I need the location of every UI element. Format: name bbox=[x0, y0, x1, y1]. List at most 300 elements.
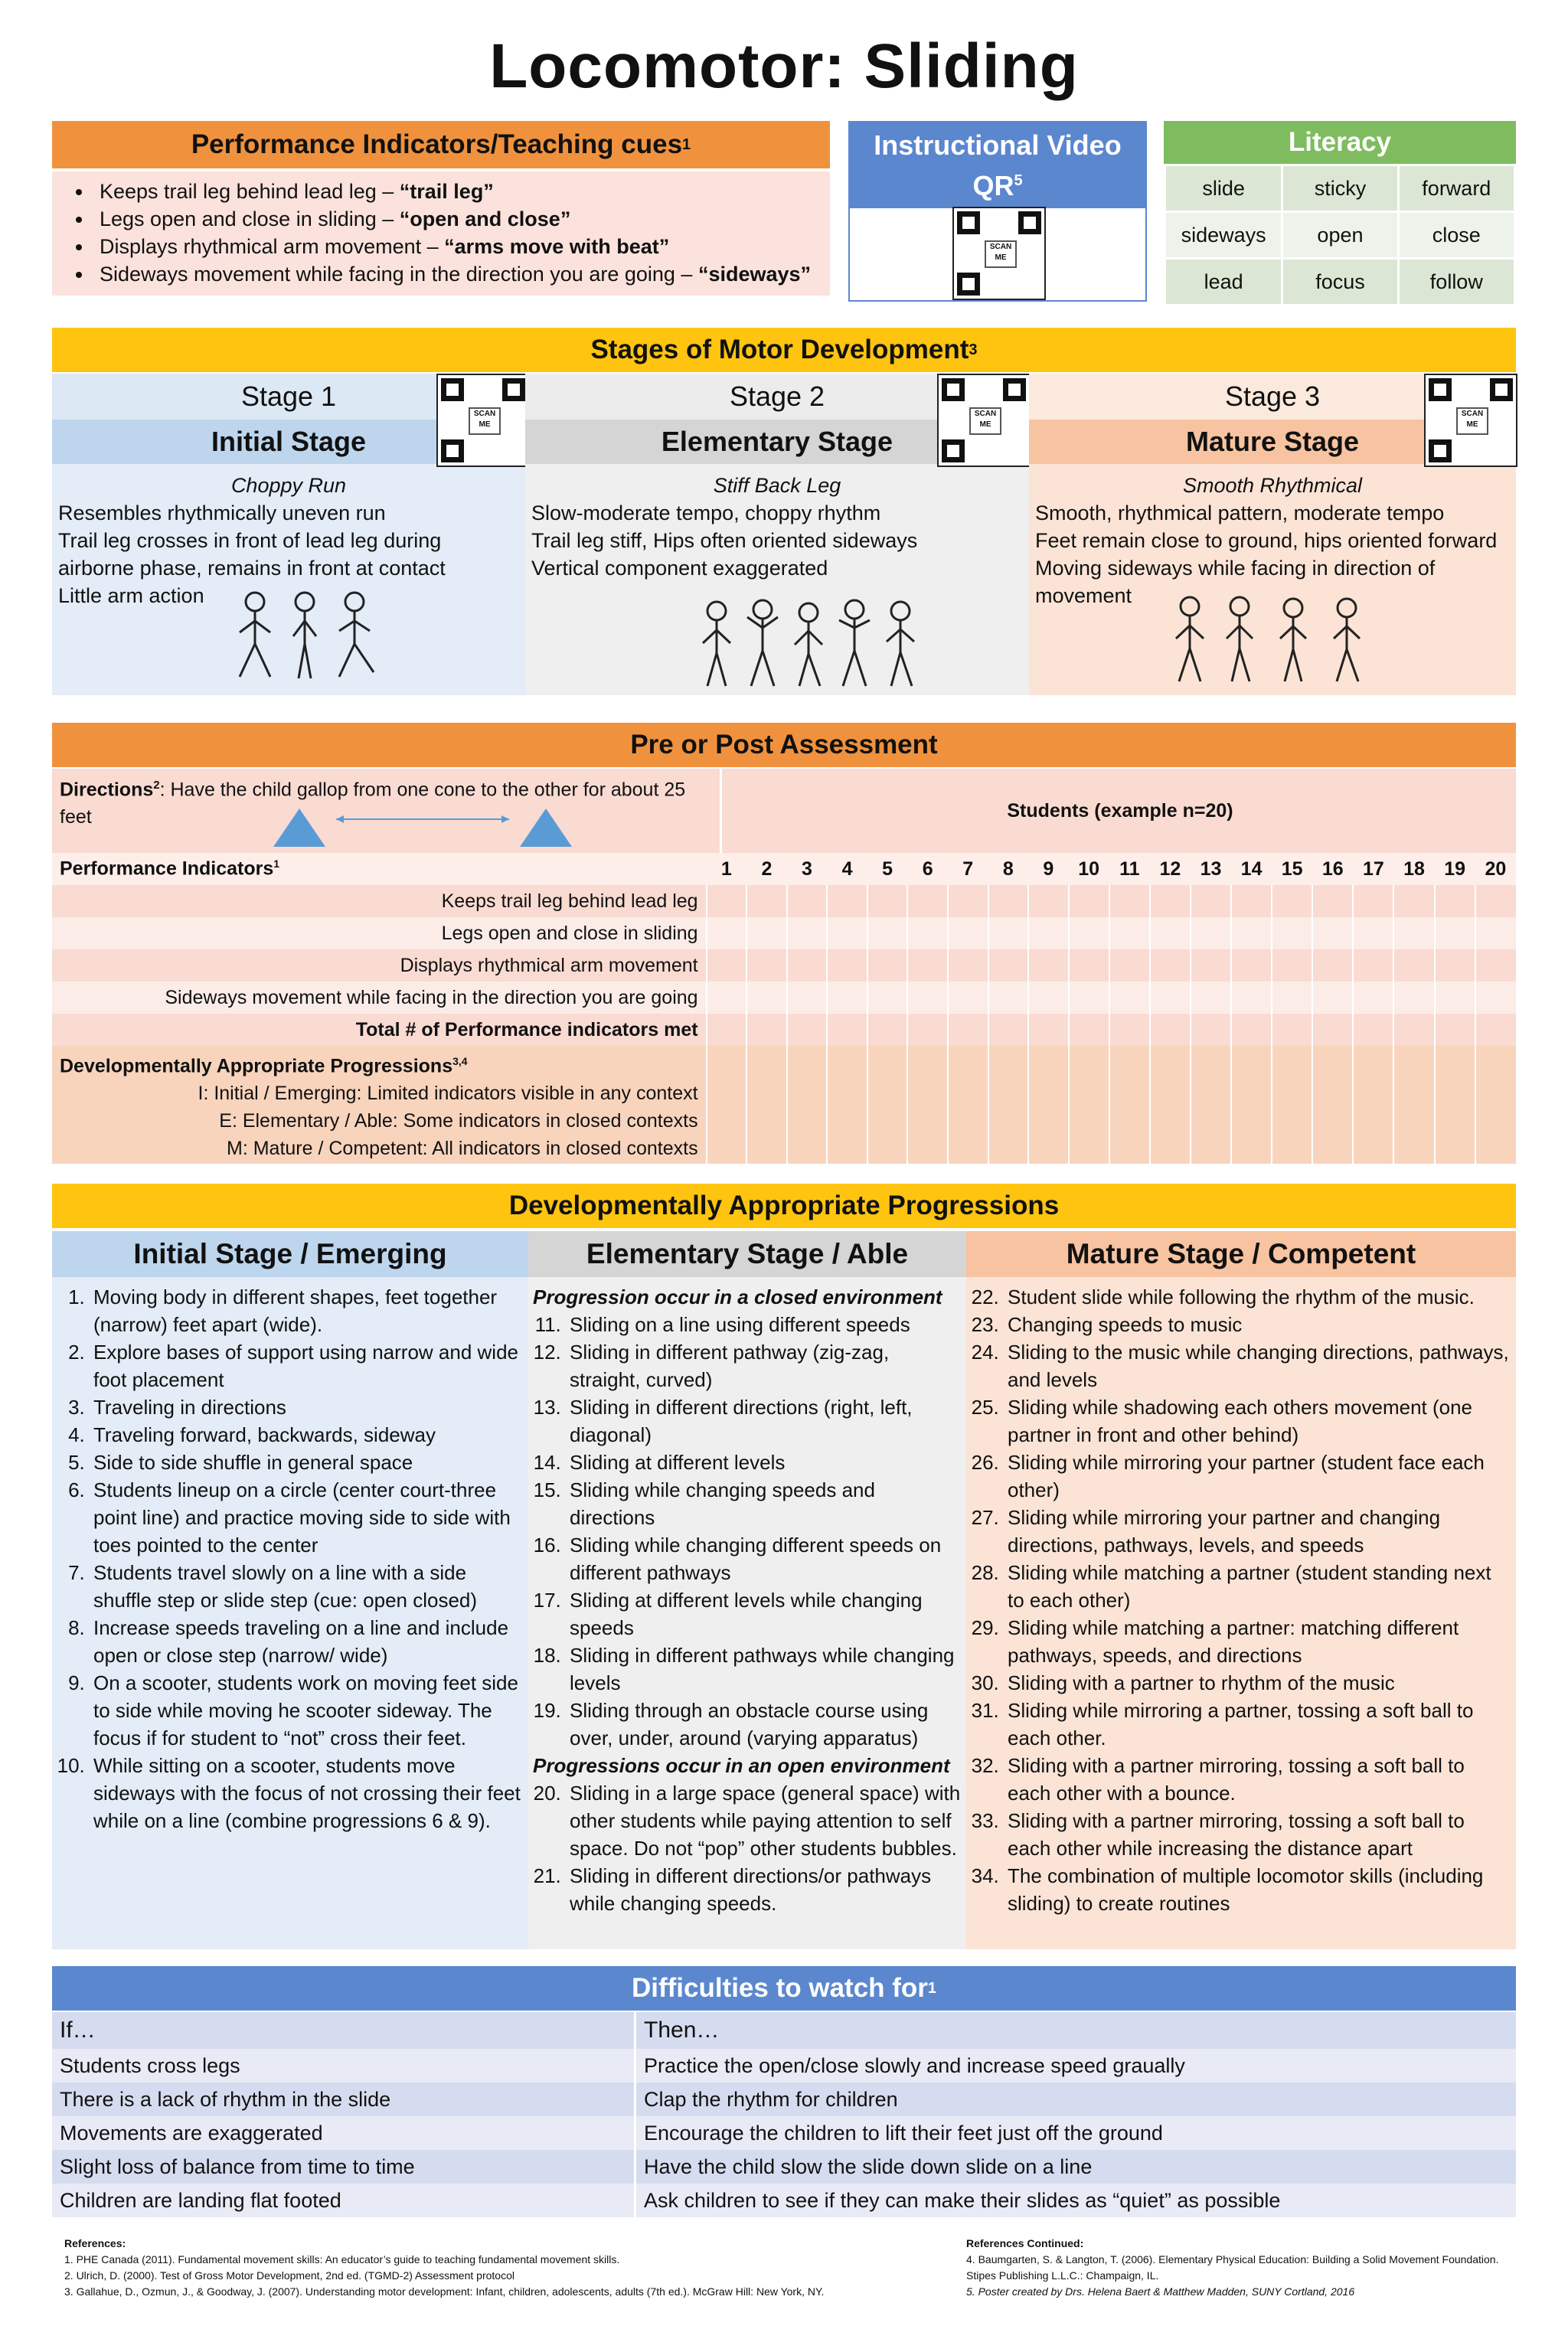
assessment-checkbox-cell[interactable] bbox=[1191, 917, 1231, 949]
assessment-checkbox-cell[interactable] bbox=[1353, 949, 1393, 982]
difficulty-row bbox=[52, 2116, 1516, 2150]
assessment-dap-cell[interactable] bbox=[1475, 1046, 1516, 1164]
assessment-checkbox-cell[interactable] bbox=[948, 917, 988, 949]
difficulty-row bbox=[52, 2082, 1516, 2116]
assessment-dap-cell[interactable] bbox=[1069, 1046, 1109, 1164]
assessment-checkbox-cell[interactable] bbox=[1312, 917, 1353, 949]
difficulty-if: Children are landing flat footed bbox=[52, 2184, 635, 2217]
progressions-initial-list bbox=[52, 1277, 528, 1841]
difficulty-row bbox=[52, 2150, 1516, 2184]
assessment-total-cell[interactable] bbox=[1272, 1014, 1312, 1046]
literacy-word: sideways bbox=[1165, 212, 1282, 259]
literacy-row bbox=[1165, 212, 1515, 259]
progression-list bbox=[57, 1283, 524, 1834]
assessment-checkbox-cell[interactable] bbox=[988, 885, 1029, 917]
literacy-heading-text: Literacy bbox=[1288, 127, 1392, 157]
assessment-checkbox-cell[interactable] bbox=[1150, 917, 1191, 949]
stage-2-figures-illustration bbox=[694, 596, 923, 695]
assessment-checkbox-cell[interactable] bbox=[707, 885, 747, 917]
assessment-checkbox-cell[interactable] bbox=[867, 949, 908, 982]
assessment-checkbox-cell[interactable] bbox=[867, 917, 908, 949]
student-number: 6 bbox=[907, 853, 948, 885]
assessment-dap-cell[interactable] bbox=[1028, 1046, 1069, 1164]
assessment-dap-label bbox=[52, 1046, 707, 1164]
pi-label-text: Performance Indicators bbox=[60, 858, 274, 880]
assessment-total-cell[interactable] bbox=[1312, 1014, 1353, 1046]
literacy-table bbox=[1164, 164, 1516, 306]
stage-3-name: Mature Stage bbox=[1029, 420, 1516, 464]
qr-scan-label: SCAN ME bbox=[985, 240, 1017, 268]
reference-2: 2. Ulrich, D. (2000). Test of Gross Motor Development, 2nd ed. (TGMD-2) Assessment protocol bbox=[64, 2269, 514, 2282]
stage-1-line-1: Resembles rhythmically uneven run bbox=[58, 501, 386, 524]
assessment-checkbox-cell[interactable] bbox=[1272, 885, 1312, 917]
student-number: 2 bbox=[746, 853, 787, 885]
assessment-total-cell[interactable] bbox=[1069, 1014, 1109, 1046]
progression-group-label: Progressions occur in an open environment bbox=[533, 1754, 950, 1777]
progression-item: 25. Sliding while shadowing each others movement (one partner in front and other behind) bbox=[1004, 1393, 1511, 1449]
progression-item: 34. The combination of multiple locomotor skills (including sliding) to create routines bbox=[1004, 1862, 1511, 1917]
pi-label-sup: 1 bbox=[273, 858, 280, 871]
progression-item: 11. Sliding on a line using different speeds bbox=[567, 1311, 962, 1338]
assessment-total-cell[interactable] bbox=[907, 1014, 948, 1046]
assessment-checkbox-cell[interactable] bbox=[787, 949, 828, 982]
progression-item: 3. Traveling in directions bbox=[90, 1393, 524, 1421]
stage-3-sub: Smooth Rhythmical bbox=[1182, 474, 1363, 497]
assessment-dap-cell[interactable] bbox=[1393, 1046, 1434, 1164]
assessment-dap-cell[interactable] bbox=[827, 1046, 867, 1164]
performance-item-text: Legs open and close in sliding – bbox=[100, 207, 400, 230]
progressions-initial-column bbox=[52, 1231, 528, 1949]
assessment-checkbox-cell[interactable] bbox=[1028, 885, 1069, 917]
assessment-heading-text: Pre or Post Assessment bbox=[630, 730, 938, 760]
assessment-checkbox-cell[interactable] bbox=[1393, 917, 1434, 949]
assessment-row bbox=[52, 982, 1516, 1014]
assessment-checkbox-cell[interactable] bbox=[867, 982, 908, 1014]
assessment-dap-cell[interactable] bbox=[746, 1046, 787, 1164]
stages-heading-text: Stages of Motor Development bbox=[590, 335, 969, 364]
assessment-checkbox-cell[interactable] bbox=[907, 949, 948, 982]
assessment-total-label: Total # of Performance indicators met bbox=[52, 1014, 707, 1046]
student-number: 11 bbox=[1109, 853, 1150, 885]
assessment-indicator: Sideways movement while facing in the direction you are going bbox=[52, 982, 707, 1014]
literacy-row bbox=[1165, 259, 1515, 305]
assessment-checkbox-cell[interactable] bbox=[787, 885, 828, 917]
assessment-indicator: Keeps trail leg behind lead leg bbox=[52, 885, 707, 917]
progression-item: 2. Explore bases of support using narrow and wide foot placement bbox=[90, 1338, 524, 1393]
assessment-checkbox-cell[interactable] bbox=[1475, 885, 1516, 917]
assessment-checkbox-cell[interactable] bbox=[1231, 982, 1272, 1014]
progression-item: 17. Sliding at different levels while changing speeds bbox=[567, 1586, 962, 1642]
assessment-total-cell[interactable] bbox=[827, 1014, 867, 1046]
literacy-word: close bbox=[1398, 212, 1514, 259]
dap-line: I: Initial / Emerging: Limited indicators visible in any context bbox=[198, 1083, 698, 1105]
stage-3-line-2: Feet remain close to ground, hips oriented forward bbox=[1035, 529, 1498, 552]
assessment-checkbox-cell[interactable] bbox=[1028, 917, 1069, 949]
reference-4: 4. Baumgarten, S. & Langton, T. (2006). Elementary Physical Education: Building a Solid Movement Foundation. Stipes Publishing L.L.C.: Champaign, IL. bbox=[966, 2253, 1499, 2282]
stage-2-name: Elementary Stage bbox=[525, 420, 1029, 464]
performance-item-cue: “trail leg” bbox=[399, 180, 494, 203]
difficulty-if: Slight loss of balance from time to time bbox=[52, 2150, 635, 2184]
stage-3-qr-label: SCAN ME bbox=[1456, 407, 1488, 435]
assessment-total-cell[interactable] bbox=[1231, 1014, 1272, 1046]
assessment-checkbox-cell[interactable] bbox=[1150, 949, 1191, 982]
progressions-initial-heading: Initial Stage / Emerging bbox=[52, 1231, 528, 1277]
stages-heading bbox=[52, 328, 1516, 372]
performance-item bbox=[93, 178, 822, 205]
stage-1-number: Stage 1 bbox=[52, 374, 525, 420]
then-label: Then… bbox=[635, 2012, 1517, 2049]
stage-2-line-2: Trail leg stiff, Hips often oriented sideways bbox=[531, 529, 918, 552]
references-left bbox=[64, 2236, 945, 2300]
performance-bullets bbox=[60, 178, 822, 288]
stage-1-qr-code[interactable] bbox=[436, 374, 530, 467]
progression-item: 29. Sliding while matching a partner: matching different pathways, speeds, and directions bbox=[1004, 1614, 1511, 1669]
stage-3-line-3: Moving sideways while facing in direction of movement bbox=[1035, 557, 1436, 607]
performance-item bbox=[93, 233, 822, 260]
assessment-dap-cell[interactable] bbox=[867, 1046, 908, 1164]
progressions-heading bbox=[52, 1184, 1516, 1228]
assessment-dap-cell[interactable] bbox=[707, 1046, 747, 1164]
progression-item: 14. Sliding at different levels bbox=[567, 1449, 962, 1476]
assessment-total-cell[interactable] bbox=[867, 1014, 908, 1046]
progression-item: 20. Sliding in a large space (general space) with other students while paying attention to self space. Do not “pop” other students bubbles. bbox=[567, 1779, 962, 1862]
assessment-checkbox-cell[interactable] bbox=[827, 885, 867, 917]
progression-item: 6. Students lineup on a circle (center court-three point line) and practice moving side to side with toes pointed to the center bbox=[90, 1476, 524, 1559]
dap-line: M: Mature / Competent: All indicators in closed contexts bbox=[227, 1138, 698, 1160]
student-number: 13 bbox=[1191, 853, 1231, 885]
assessment-checkbox-cell[interactable] bbox=[1069, 885, 1109, 917]
assessment-checkbox-cell[interactable] bbox=[988, 982, 1029, 1014]
assessment-total-cell[interactable] bbox=[1191, 1014, 1231, 1046]
assessment-checkbox-cell[interactable] bbox=[1312, 982, 1353, 1014]
stage-2-qr-code[interactable] bbox=[937, 374, 1031, 467]
stage-3-qr-code[interactable] bbox=[1424, 374, 1517, 467]
assessment-checkbox-cell[interactable] bbox=[1069, 917, 1109, 949]
assessment-checkbox-cell[interactable] bbox=[1231, 949, 1272, 982]
progressions-elementary-heading: Elementary Stage / Able bbox=[528, 1231, 966, 1277]
assessment-total-cell[interactable] bbox=[988, 1014, 1029, 1046]
assessment-dap-cell[interactable] bbox=[907, 1046, 948, 1164]
progression-item: 26. Sliding while mirroring your partner (student face each other) bbox=[1004, 1449, 1511, 1504]
performance-item-text: Keeps trail leg behind lead leg – bbox=[100, 180, 400, 203]
student-number: 18 bbox=[1393, 853, 1434, 885]
references-left-heading: References: bbox=[64, 2237, 126, 2249]
assessment-checkbox-cell[interactable] bbox=[1231, 917, 1272, 949]
assessment-checkbox-cell[interactable] bbox=[907, 917, 948, 949]
stage-1-sub: Choppy Run bbox=[230, 474, 347, 497]
assessment-dap-cell[interactable] bbox=[988, 1046, 1029, 1164]
assessment-dap-cell[interactable] bbox=[787, 1046, 828, 1164]
assessment-checkbox-cell[interactable] bbox=[827, 982, 867, 1014]
progression-item: 12. Sliding in different pathway (zig-zag, straight, curved) bbox=[567, 1338, 962, 1393]
directions-sup: 2 bbox=[153, 779, 160, 792]
stage-3-column bbox=[1029, 374, 1516, 695]
assessment-checkbox-cell[interactable] bbox=[1435, 949, 1475, 982]
assessment-total-cell[interactable] bbox=[1109, 1014, 1150, 1046]
assessment-dap-cell[interactable] bbox=[1191, 1046, 1231, 1164]
performance-list bbox=[52, 172, 830, 296]
assessment-checkbox-cell[interactable] bbox=[746, 917, 787, 949]
assessment-checkbox-cell[interactable] bbox=[1272, 949, 1312, 982]
difficulty-row bbox=[52, 2184, 1516, 2217]
assessment-checkbox-cell[interactable] bbox=[988, 917, 1029, 949]
assessment-checkbox-cell[interactable] bbox=[1312, 949, 1353, 982]
student-number: 20 bbox=[1475, 853, 1516, 885]
assessment-total-cell[interactable] bbox=[746, 1014, 787, 1046]
assessment-checkbox-cell[interactable] bbox=[1231, 885, 1272, 917]
assessment-total-cell[interactable] bbox=[1028, 1014, 1069, 1046]
assessment-checkbox-cell[interactable] bbox=[827, 917, 867, 949]
assessment-checkbox-cell[interactable] bbox=[707, 949, 747, 982]
reference-5: 5. Poster created by Drs. Helena Baert & Matthew Madden, SUNY Cortland, 2016 bbox=[966, 2285, 1355, 2298]
literacy-row bbox=[1165, 165, 1515, 212]
assessment-checkbox-cell[interactable] bbox=[1109, 885, 1150, 917]
assessment-row bbox=[52, 917, 1516, 949]
assessment-checkbox-cell[interactable] bbox=[746, 949, 787, 982]
student-number: 7 bbox=[948, 853, 988, 885]
student-number: 3 bbox=[787, 853, 828, 885]
difficulties-table bbox=[52, 2012, 1516, 2217]
assessment-total-cell[interactable] bbox=[948, 1014, 988, 1046]
student-number: 17 bbox=[1353, 853, 1393, 885]
assessment-heading bbox=[52, 723, 1516, 767]
assessment-total-cell[interactable] bbox=[1150, 1014, 1191, 1046]
assessment-checkbox-cell[interactable] bbox=[948, 949, 988, 982]
dap-heading-text: Developmentally Appropriate Progressions bbox=[60, 1055, 453, 1077]
assessment-dap-cell[interactable] bbox=[948, 1046, 988, 1164]
assessment-checkbox-cell[interactable] bbox=[707, 917, 747, 949]
literacy-word: lead bbox=[1165, 259, 1282, 305]
progression-item: 1. Moving body in different shapes, feet together (narrow) feet apart (wide). bbox=[90, 1283, 524, 1338]
assessment-checkbox-cell[interactable] bbox=[907, 885, 948, 917]
performance-item-cue: “sideways” bbox=[697, 263, 812, 286]
progression-item: 28. Sliding while matching a partner (student standing next to each other) bbox=[1004, 1559, 1511, 1614]
assessment-checkbox-cell[interactable] bbox=[1435, 917, 1475, 949]
difficulty-then: Practice the open/close slowly and increase speed graually bbox=[635, 2049, 1517, 2082]
literacy-word: slide bbox=[1165, 165, 1282, 212]
assessment-indicator: Displays rhythmical arm movement bbox=[52, 949, 707, 982]
progression-list bbox=[533, 1311, 962, 1752]
literacy-word: follow bbox=[1398, 259, 1514, 305]
assessment-checkbox-cell[interactable] bbox=[1150, 885, 1191, 917]
difficulty-then: Ask children to see if they can make their slides as “quiet” as possible bbox=[635, 2184, 1517, 2217]
progression-item: 21. Sliding in different directions/or pathways while changing speeds. bbox=[567, 1862, 962, 1917]
student-number: 9 bbox=[1028, 853, 1069, 885]
assessment-checkbox-cell[interactable] bbox=[1272, 917, 1312, 949]
progression-item: 9. On a scooter, students work on moving feet side to side while moving he scooter sideway. The focus if for student to “not” cross their feet. bbox=[90, 1669, 524, 1752]
performance-item bbox=[93, 205, 822, 233]
difficulty-then: Have the child slow the slide down slide on a line bbox=[635, 2150, 1517, 2184]
difficulty-if: Movements are exaggerated bbox=[52, 2116, 635, 2150]
assessment-checkbox-cell[interactable] bbox=[907, 982, 948, 1014]
assessment-checkbox-cell[interactable] bbox=[1191, 885, 1231, 917]
stage-1-line-3: Little arm action bbox=[58, 584, 204, 607]
reference-1: 1. PHE Canada (2011). Fundamental movement skills: An educator’s guide to teaching fundamental movement skills. bbox=[64, 2253, 620, 2265]
progression-item: 32. Sliding with a partner mirroring, tossing a soft ball to each other with a bounce. bbox=[1004, 1752, 1511, 1807]
difficulty-row bbox=[52, 2049, 1516, 2082]
assessment-checkbox-cell[interactable] bbox=[1435, 885, 1475, 917]
assessment-checkbox-cell[interactable] bbox=[1435, 982, 1475, 1014]
progression-item: 31. Sliding while mirroring a partner, tossing a soft ball to each other. bbox=[1004, 1697, 1511, 1752]
assessment-checkbox-cell[interactable] bbox=[948, 885, 988, 917]
progressions-mature-column bbox=[966, 1231, 1516, 1949]
dap-heading-sup: 3,4 bbox=[452, 1055, 468, 1067]
video-qr-code[interactable] bbox=[952, 207, 1046, 300]
progression-item: 16. Sliding while changing different speeds on different pathways bbox=[567, 1531, 962, 1586]
assessment-checkbox-cell[interactable] bbox=[1191, 949, 1231, 982]
assessment-checkbox-cell[interactable] bbox=[746, 982, 787, 1014]
literacy-heading bbox=[1164, 121, 1516, 164]
performance-item bbox=[93, 260, 822, 288]
assessment-row bbox=[52, 885, 1516, 917]
progression-item: 4. Traveling forward, backwards, sideway bbox=[90, 1421, 524, 1449]
assessment-dap-cell[interactable] bbox=[1272, 1046, 1312, 1164]
assessment-dap-cell[interactable] bbox=[1435, 1046, 1475, 1164]
stage-1-column bbox=[52, 374, 525, 695]
assessment-checkbox-cell[interactable] bbox=[787, 917, 828, 949]
assessment-checkbox-cell[interactable] bbox=[1353, 885, 1393, 917]
assessment-checkbox-cell[interactable] bbox=[1191, 982, 1231, 1014]
progressions-heading-text: Developmentally Appropriate Progressions bbox=[508, 1191, 1060, 1220]
difficulty-then: Clap the rhythm for children bbox=[635, 2082, 1517, 2116]
assessment-indicator: Legs open and close in sliding bbox=[52, 917, 707, 949]
directions-label: Directions bbox=[60, 779, 154, 801]
progression-item: 7. Students travel slowly on a line with a side shuffle step or slide step (cue: open closed) bbox=[90, 1559, 524, 1614]
student-number: 12 bbox=[1150, 853, 1191, 885]
assessment-checkbox-cell[interactable] bbox=[867, 885, 908, 917]
assessment-total-cell[interactable] bbox=[707, 1014, 747, 1046]
assessment-checkbox-cell[interactable] bbox=[1475, 949, 1516, 982]
progression-item: 23. Changing speeds to music bbox=[1004, 1311, 1511, 1338]
student-number: 1 bbox=[707, 853, 747, 885]
progression-item: 10. While sitting on a scooter, students move sideways with the focus of not crossing their feet while on a line (combine progressions 6 & 9). bbox=[90, 1752, 524, 1834]
video-heading bbox=[850, 122, 1145, 208]
progression-item: 8. Increase speeds traveling on a line and include open or close step (narrow/ wide) bbox=[90, 1614, 524, 1669]
progression-item: 30. Sliding with a partner to rhythm of the music bbox=[1004, 1669, 1511, 1697]
assessment-checkbox-cell[interactable] bbox=[1353, 917, 1393, 949]
assessment-checkbox-cell[interactable] bbox=[707, 982, 747, 1014]
progression-group-label: Progression occur in a closed environment bbox=[533, 1285, 942, 1308]
assessment-checkbox-cell[interactable] bbox=[1028, 982, 1069, 1014]
difficulty-then: Encourage the children to lift their feet just off the ground bbox=[635, 2116, 1517, 2150]
difficulties-heading bbox=[52, 1966, 1516, 2011]
student-number: 19 bbox=[1435, 853, 1475, 885]
dap-line: E: Elementary / Able: Some indicators in closed contexts bbox=[219, 1110, 698, 1132]
assessment-total-cell[interactable] bbox=[1393, 1014, 1434, 1046]
assessment-checkbox-cell[interactable] bbox=[1109, 982, 1150, 1014]
performance-item-cue: “open and close” bbox=[399, 207, 571, 230]
stage-3-figures-illustration bbox=[1167, 591, 1374, 691]
progression-item: 33. Sliding with a partner mirroring, tossing a soft ball to each other while increasing the distance apart bbox=[1004, 1807, 1511, 1862]
literacy-word: open bbox=[1282, 212, 1398, 259]
assessment-dap-cell[interactable] bbox=[1312, 1046, 1353, 1164]
assessment-dap-cell[interactable] bbox=[1231, 1046, 1272, 1164]
progression-list bbox=[533, 1779, 962, 1917]
progressions-elementary-list bbox=[528, 1277, 966, 1923]
progression-list bbox=[971, 1283, 1511, 1917]
progression-item: 22. Student slide while following the rhythm of the music. bbox=[1004, 1283, 1511, 1311]
assessment-checkbox-cell[interactable] bbox=[1475, 982, 1516, 1014]
progression-item: 27. Sliding while mirroring your partner and changing directions, pathways, levels, and speeds bbox=[1004, 1504, 1511, 1559]
assessment-checkbox-cell[interactable] bbox=[1312, 885, 1353, 917]
assessment-checkbox-cell[interactable] bbox=[1393, 885, 1434, 917]
progressions-elementary-column bbox=[528, 1231, 966, 1949]
assessment-checkbox-cell[interactable] bbox=[1393, 982, 1434, 1014]
assessment-checkbox-cell[interactable] bbox=[827, 949, 867, 982]
assessment-checkbox-cell[interactable] bbox=[1069, 982, 1109, 1014]
assessment-checkbox-cell[interactable] bbox=[1272, 982, 1312, 1014]
performance-item-text: Displays rhythmical arm movement – bbox=[100, 235, 445, 258]
video-heading-sup: 5 bbox=[1014, 172, 1023, 189]
stage-1-figures-illustration bbox=[228, 586, 381, 686]
assessment-checkbox-cell[interactable] bbox=[948, 982, 988, 1014]
student-number: 15 bbox=[1272, 853, 1312, 885]
progression-item: 5. Side to side shuffle in general space bbox=[90, 1449, 524, 1476]
performance-heading-text: Performance Indicators/Teaching cues bbox=[191, 129, 683, 159]
performance-heading-sup: 1 bbox=[682, 136, 691, 153]
progression-item: 24. Sliding to the music while changing directions, pathways, and levels bbox=[1004, 1338, 1511, 1393]
stage-1-line-2: Trail leg crosses in front of lead leg during airborne phase, remains in front at contact bbox=[58, 529, 446, 580]
assessment-checkbox-cell[interactable] bbox=[1353, 982, 1393, 1014]
assessment-checkbox-cell[interactable] bbox=[1475, 917, 1516, 949]
assessment-dap-cell[interactable] bbox=[1353, 1046, 1393, 1164]
stage-2-line-1: Slow-moderate tempo, choppy rhythm bbox=[531, 501, 881, 524]
assessment-dap-cell[interactable] bbox=[1109, 1046, 1150, 1164]
assessment-total-cell[interactable] bbox=[1475, 1014, 1516, 1046]
student-number: 10 bbox=[1069, 853, 1109, 885]
performance-item-cue: “arms move with beat” bbox=[444, 235, 670, 258]
difficulty-if: There is a lack of rhythm in the slide bbox=[52, 2082, 635, 2116]
progression-item: 18. Sliding in different pathways while changing levels bbox=[567, 1642, 962, 1697]
assessment-checkbox-cell[interactable] bbox=[1150, 982, 1191, 1014]
reference-3: 3. Gallahue, D., Ozmun, J., & Goodway, J. (2007). Understanding motor development: Infant, children, adolescents, adults (7th ed.). McGraw Hill: New York, NY. bbox=[64, 2285, 825, 2298]
difficulty-if: Students cross legs bbox=[52, 2049, 635, 2082]
stage-3-line-1: Smooth, rhythmical pattern, moderate tempo bbox=[1035, 501, 1445, 524]
assessment-checkbox-cell[interactable] bbox=[1069, 949, 1109, 982]
assessment-checkbox-cell[interactable] bbox=[1028, 949, 1069, 982]
stage-2-column bbox=[525, 374, 1029, 695]
stage-2-line-3: Vertical component exaggerated bbox=[531, 557, 828, 580]
assessment-checkbox-cell[interactable] bbox=[1393, 949, 1434, 982]
assessment-checkbox-cell[interactable] bbox=[988, 949, 1029, 982]
stages-heading-sup: 3 bbox=[969, 341, 978, 358]
page-title: Locomotor: Sliding bbox=[489, 31, 1079, 101]
assessment-checkbox-cell[interactable] bbox=[787, 982, 828, 1014]
video-box bbox=[848, 121, 1147, 302]
assessment-total-row bbox=[52, 1014, 1516, 1046]
progression-item: 15. Sliding while changing speeds and directions bbox=[567, 1476, 962, 1531]
assessment-checkbox-cell[interactable] bbox=[746, 885, 787, 917]
assessment-dap-row bbox=[52, 1046, 1516, 1164]
assessment-total-cell[interactable] bbox=[787, 1014, 828, 1046]
performance-heading bbox=[52, 121, 830, 168]
assessment-checkbox-cell[interactable] bbox=[1109, 949, 1150, 982]
student-number: 14 bbox=[1231, 853, 1272, 885]
progressions-mature-heading: Mature Stage / Competent bbox=[966, 1231, 1516, 1277]
assessment-total-cell[interactable] bbox=[1435, 1014, 1475, 1046]
assessment-total-cell[interactable] bbox=[1353, 1014, 1393, 1046]
assessment-dap-cell[interactable] bbox=[1150, 1046, 1191, 1164]
literacy-word: forward bbox=[1398, 165, 1514, 212]
assessment-checkbox-cell[interactable] bbox=[1109, 917, 1150, 949]
literacy-word: sticky bbox=[1282, 165, 1398, 212]
student-number: 16 bbox=[1312, 853, 1353, 885]
student-number: 4 bbox=[827, 853, 867, 885]
references-right-heading: References Continued: bbox=[966, 2237, 1084, 2249]
stage-2-desc bbox=[525, 464, 1029, 590]
assessment-number-row bbox=[52, 853, 1516, 885]
progression-item: 19. Sliding through an obstacle course using over, under, around (varying apparatus) bbox=[567, 1697, 962, 1752]
